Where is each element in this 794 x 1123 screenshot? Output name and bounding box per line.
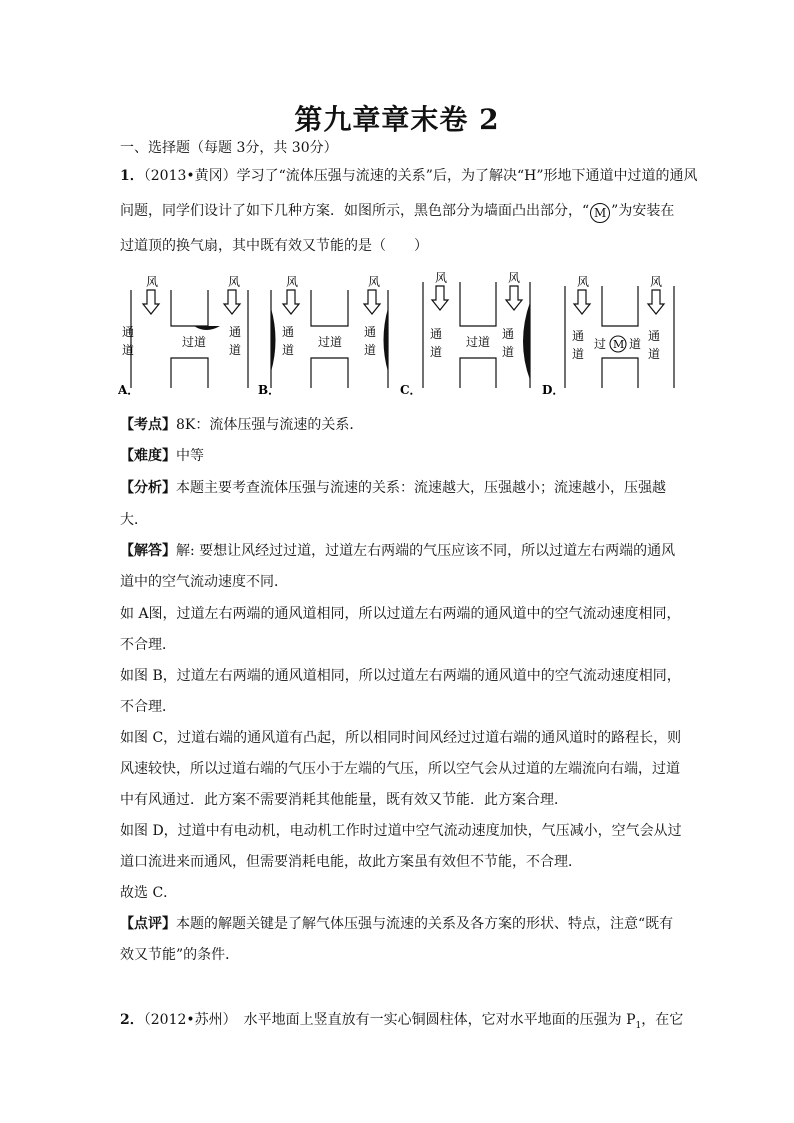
channel-label: 道 xyxy=(282,343,295,357)
channel-label: 通 xyxy=(572,329,585,343)
nandu-text: 中等 xyxy=(176,448,204,464)
wind-label: 风 xyxy=(650,275,663,289)
option-d-diagram xyxy=(542,275,674,397)
channel-label: 通 xyxy=(648,329,661,343)
q2-subscript: 1 xyxy=(635,1020,642,1031)
fenxi-text-1: 本题主要考查流体压强与流速的关系：流速越大，压强越小；流速越小，压强越 xyxy=(176,480,666,496)
dianping-line-1 xyxy=(120,914,680,934)
corridor-label: 过道 xyxy=(466,335,491,349)
motor-fan-icon: M xyxy=(590,203,610,223)
q1-stem-line-2 xyxy=(120,201,680,223)
answer-line: 故选 C． xyxy=(120,885,178,901)
page-title: 第九章章末卷 2 xyxy=(294,103,500,136)
channel-label: 道 xyxy=(122,343,135,357)
analysis-a-line-2: 不合理． xyxy=(120,637,176,653)
wind-label: 风 xyxy=(435,271,448,285)
q1-stem-text-2a: 问题，同学们设计了如下几种方案．如图所示，黑色部分为墙面凸出部分，“ xyxy=(120,203,590,219)
q1-source: （2013•黄冈） xyxy=(143,168,237,184)
q1-number: 1． xyxy=(120,168,144,184)
q1-stem-line-3: 过道顶的换气扇，其中既有效又节能的是（ ） xyxy=(120,238,428,254)
q2-source: （2012•苏州） xyxy=(143,1012,230,1028)
analysis-d-line-2: 道口流进来而通风，但需要消耗电能，故此方案虽有效但不节能，不合理． xyxy=(120,854,582,870)
channel-label: 道 xyxy=(364,343,377,357)
channel-label: 通 xyxy=(282,325,295,339)
channel-label: 通 xyxy=(122,325,135,339)
jieda-line-1 xyxy=(120,541,680,561)
analysis-c-line-1: 如图 C，过道右端的通风道有凸起，所以相同时间风经过过道右端的通风道时的路程长，则 xyxy=(120,730,682,746)
q1-stem-text-2b: ”为安装在 xyxy=(611,203,675,219)
nandu-line xyxy=(120,446,680,466)
q1-figure xyxy=(118,268,678,400)
corridor-label: 过道 xyxy=(318,335,343,349)
analysis-c-line-3: 中有风通过．此方案不需要消耗其他能量，既有效又节能．此方案合理． xyxy=(120,792,568,808)
channel-label: 道 xyxy=(502,345,515,359)
analysis-b-line-1: 如图 B，过道左右两端的通风道相同，所以过道左右两端的通风道中的空气流动速度相同， xyxy=(120,668,681,684)
option-label-d: D． xyxy=(542,383,565,397)
motor-symbol: M xyxy=(613,338,625,351)
kaodian-text: 8K：流体压强与流速的关系． xyxy=(176,417,364,433)
jieda-line-2: 道中的空气流动速度不同． xyxy=(120,574,288,590)
kaodian-line xyxy=(120,415,680,435)
channel-label: 道 xyxy=(430,345,443,359)
corridor-label-right: 道 xyxy=(629,337,642,351)
q1-stem-text-1: 学习了“流体压强与流速的关系”后，为了解决“H”形地下通道中过道的通风 xyxy=(236,168,698,184)
dianping-line-2: 效又节能”的条件． xyxy=(120,947,240,963)
option-label-c: C． xyxy=(400,383,422,397)
section-heading: 一、选择题（每题 3分，共 30分） xyxy=(120,140,338,156)
fenxi-label: 【分析】 xyxy=(120,480,176,496)
analysis-d-line-1: 如图 D，过道中有电动机，电动机工作时过道中空气流动速度加快，气压减小，空气会从过 xyxy=(120,823,682,839)
wind-label: 风 xyxy=(577,275,590,289)
channel-label: 通 xyxy=(502,327,515,341)
channel-label: 道 xyxy=(229,343,242,357)
corridor-label: 过道 xyxy=(182,335,207,349)
channel-label: 通 xyxy=(229,325,242,339)
corridor-label-left: 过 xyxy=(594,337,607,351)
wind-label: 风 xyxy=(146,275,159,289)
q1-figure-svg xyxy=(118,268,678,400)
option-c-diagram xyxy=(400,271,530,397)
option-label-b: B． xyxy=(258,383,281,397)
wind-label: 风 xyxy=(508,271,521,285)
channel-label: 道 xyxy=(648,347,661,361)
channel-label: 通 xyxy=(430,327,443,341)
fenxi-line-2: 大． xyxy=(120,512,148,528)
channel-label: 道 xyxy=(572,347,585,361)
wind-label: 风 xyxy=(228,275,241,289)
channel-label: 通 xyxy=(364,325,377,339)
analysis-a-line-1: 如 A图，过道左右两端的通风道相同，所以过道左右两端的通风道中的空气流动速度相同， xyxy=(120,606,681,622)
analysis-c-line-2: 风速较快，所以过道右端的气压小于左端的气压，所以空气会从过道的左端流向右端，过道 xyxy=(120,761,680,777)
dianping-text-1: 本题的解题关键是了解气体压强与流速的关系及各方案的形状、特点，注意“既有 xyxy=(176,916,674,932)
jieda-label: 【解答】 xyxy=(120,543,176,559)
q1-stem-line-1 xyxy=(120,166,698,186)
jieda-text-1: 解: 要想让风经过过道，过道左右两端的气压应该不同，所以过道左右两端的通风 xyxy=(176,543,676,559)
q2-tail: ，在它 xyxy=(641,1012,684,1028)
dianping-label: 【点评】 xyxy=(120,916,176,932)
wind-label: 风 xyxy=(368,275,381,289)
fenxi-line-1 xyxy=(120,478,680,498)
q2-number: 2． xyxy=(120,1012,144,1028)
kaodian-label: 【考点】 xyxy=(120,417,176,433)
q2-text: 水平地面上竖直放有一实心铜圆柱体，它对水平地面的压强为 P xyxy=(229,1012,636,1028)
nandu-label: 【难度】 xyxy=(120,448,176,464)
q2-line-1 xyxy=(120,1010,684,1036)
analysis-b-line-2: 不合理． xyxy=(120,699,176,715)
option-b-diagram xyxy=(258,275,388,397)
option-a-diagram xyxy=(118,275,248,397)
option-label-a: A． xyxy=(118,383,140,397)
wind-label: 风 xyxy=(286,275,299,289)
